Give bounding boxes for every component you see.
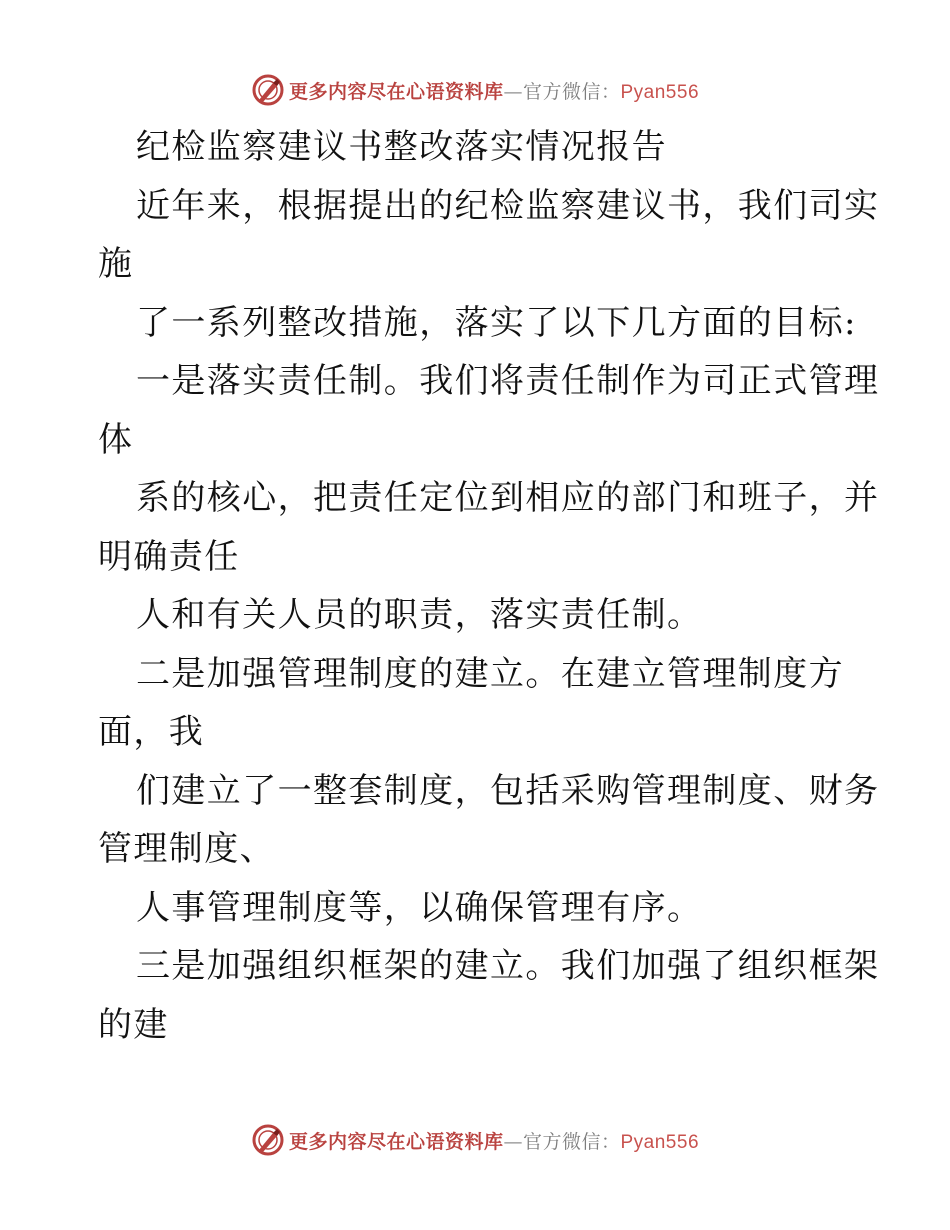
pen-logo-icon xyxy=(251,1123,285,1157)
banner-site: 更多内容尽在心语资料库 xyxy=(288,1130,504,1153)
document-title: 纪检监察建议书整改落实情况报告 xyxy=(136,127,667,167)
body-line: 施 xyxy=(98,244,134,284)
banner-dash: — xyxy=(503,80,523,103)
body-line: 系的核心，把责任定位到相应的部门和班子，并 xyxy=(136,478,880,518)
body-line: 三是加强组织框架的建立。我们加强了组织框架 xyxy=(136,946,880,986)
banner-wechat-label: 官方微信： xyxy=(522,1130,621,1153)
body-line: 一是落实责任制。我们将责任制作为司正式管理 xyxy=(136,361,880,401)
header-banner xyxy=(0,72,950,108)
body-line: 人事管理制度等，以确保管理有序。 xyxy=(136,887,703,928)
banner-wechat-id: Pyan556 xyxy=(620,81,700,103)
body-line: 二是加强管理制度的建立。在建立管理制度方 xyxy=(136,653,844,694)
banner-text xyxy=(289,1127,699,1154)
banner-wechat-id: Pyan556 xyxy=(620,1131,700,1153)
pen-logo-icon xyxy=(251,73,285,107)
body-line: 管理制度、 xyxy=(98,829,275,869)
body-line: 的建 xyxy=(98,1004,169,1045)
banner-text xyxy=(289,77,699,104)
body-line: 了一系列整改措施，落实了以下几方面的目标: xyxy=(136,302,857,343)
document-body xyxy=(98,118,880,1054)
footer-banner xyxy=(0,1122,950,1158)
banner-wechat-label: 官方微信： xyxy=(522,80,621,103)
body-line: 近年来，根据提出的纪检监察建议书，我们司实 xyxy=(136,185,880,226)
banner-dash: — xyxy=(503,1130,523,1153)
body-line: 们建立了一整套制度，包括采购管理制度、财务 xyxy=(136,770,880,811)
banner-site: 更多内容尽在心语资料库 xyxy=(288,80,504,103)
body-line: 面，我 xyxy=(98,712,205,752)
body-line: 明确责任 xyxy=(98,536,240,577)
body-line: 体 xyxy=(98,419,134,460)
body-line: 人和有关人员的职责，落实责任制。 xyxy=(136,595,703,635)
